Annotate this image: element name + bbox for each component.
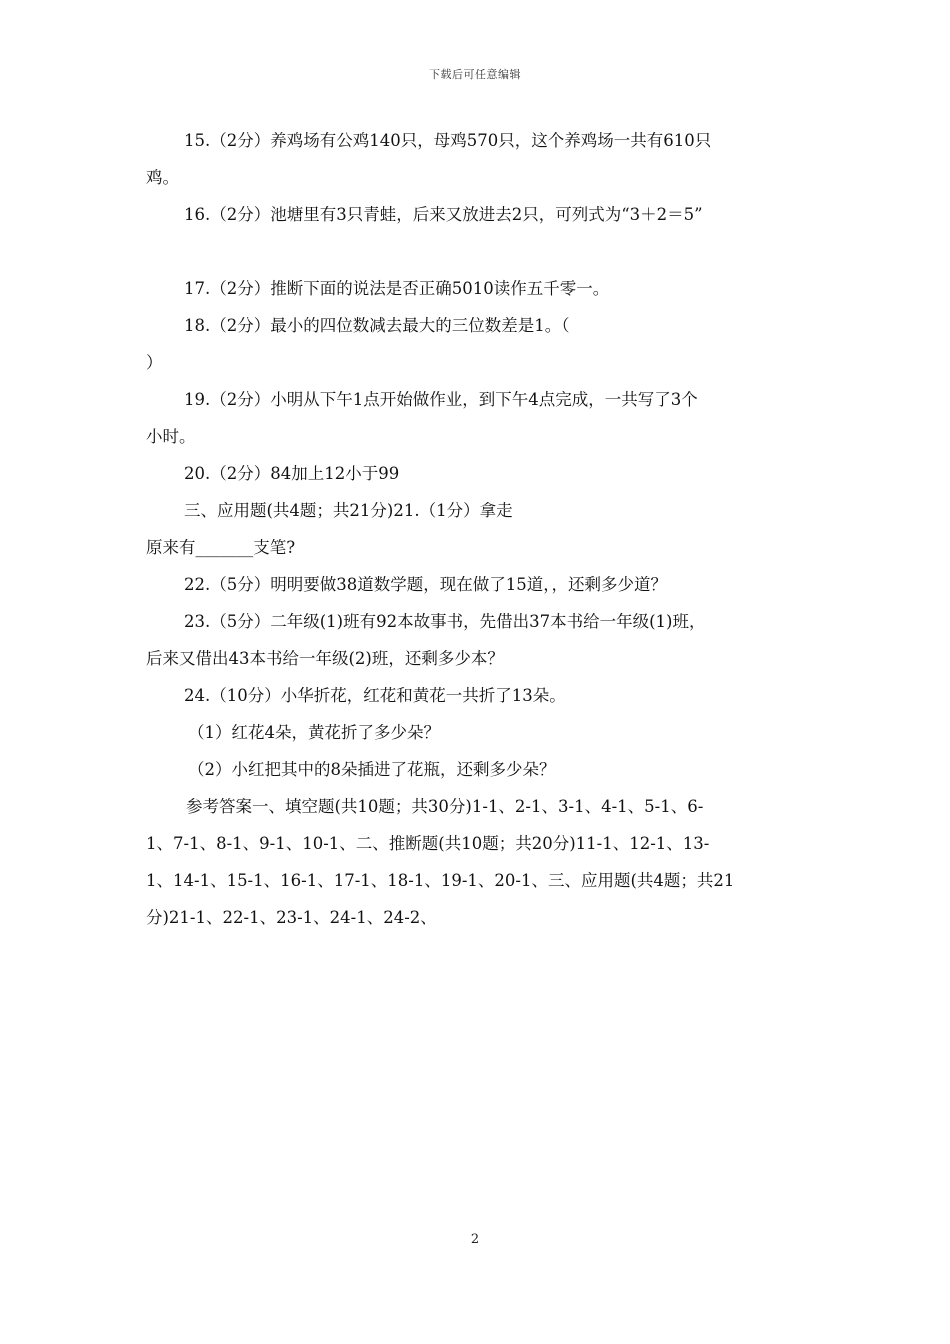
question-19-line-2: 小时。 [146,427,196,446]
question-18-line-2: ） [146,353,163,372]
question-20: 20.（2分）84加上12小于99 [184,464,400,483]
question-22: 22.（5分）明明要做38道数学题，现在做了15道，，还剩多少道？ [184,575,667,594]
question-23-line-1: 23.（5分）二年级(1)班有92本故事书，先借出37本书给一年级(1)班， [184,612,706,631]
question-16: 16.（2分）池塘里有3只青蛙，后来又放进去2只，可列式为“3＋2＝5” [184,205,703,224]
question-21: 原来有_______支笔? [146,538,296,557]
answer-key-line-1: 参考答案一、填空题(共10题；共30分)1-1、2-1、3-1、4-1、5-1、6- [186,797,704,816]
answer-key-line-4: 分)21-1、22-1、23-1、24-1、24-2、 [146,908,437,927]
question-24-part-2: （2）小红把其中的8朵插进了花瓶，还剩多少朵？ [188,760,556,779]
page-number: 2 [470,1232,480,1247]
question-23-line-2: 后来又借出43本书给一年级(2)班，还剩多少本？ [146,649,504,668]
blank-line [146,233,808,270]
question-17: 17.（2分）推断下面的说法是否正确5010读作五千零一。 [184,279,610,298]
question-15-line-1: 15.（2分）养鸡场有公鸡140只，母鸡570只，这个养鸡场一共有610只 [184,131,712,150]
question-15-line-2: 鸡。 [146,168,179,187]
page-header: 下载后可任意编辑 [429,68,521,81]
page-content [146,122,808,936]
answer-key-line-3: 1、14-1、15-1、16-1、17-1、18-1、19-1、20-1、三、应用题(共4题；共21 [146,871,735,890]
question-18-line-1: 18.（2分）最小的四位数减去最大的三位数差是1。（ [184,316,570,335]
question-24-part-1: （1）红花4朵，黄花折了多少朵？ [188,723,440,742]
question-24: 24.（10分）小华折花，红花和黄花一共折了13朵。 [184,686,566,705]
answer-key-line-2: 1、7-1、8-1、9-1、10-1、二、推断题(共10题；共20分)11-1、12-1、13- [146,834,710,853]
section-3-heading: 三、应用题(共4题；共21分)21.（1分）拿走 [184,501,513,520]
question-19-line-1: 19.（2分）小明从下午1点开始做作业，到下午4点完成，一共写了3个 [184,390,698,409]
